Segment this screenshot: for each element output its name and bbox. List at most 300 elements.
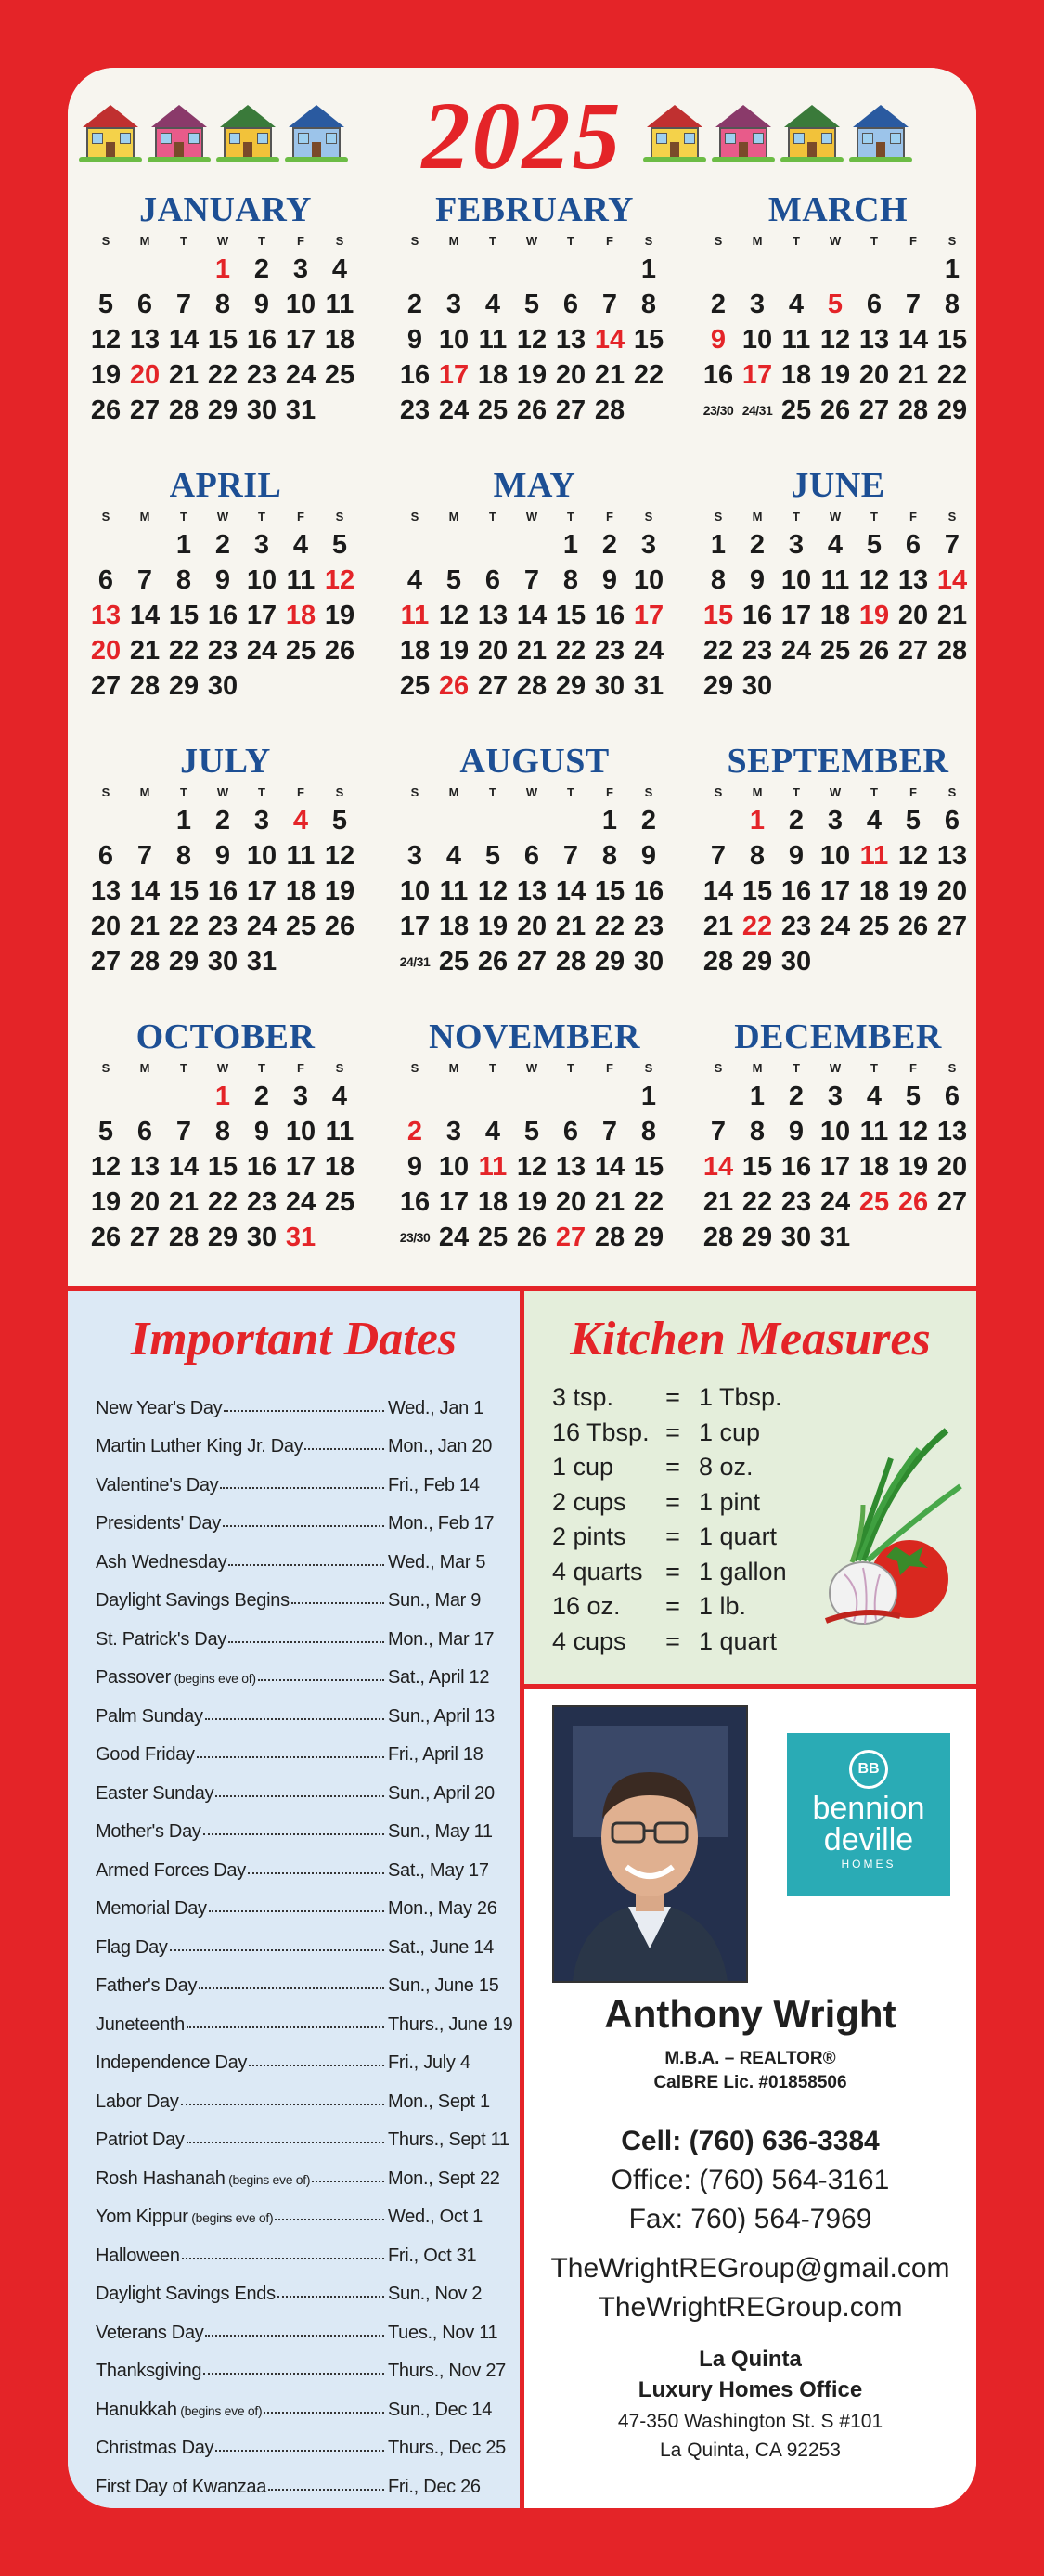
calendar-day: 8: [562, 565, 579, 595]
calendar-day: 23: [246, 1187, 277, 1217]
important-date-row: [96, 1728, 504, 1767]
weekday-letter: M: [752, 785, 763, 799]
calendar-day: 13: [129, 325, 161, 355]
calendar-day: 3: [292, 1081, 309, 1111]
calendar-day: 14: [168, 1152, 200, 1182]
calendar-day: 25: [438, 947, 470, 977]
leader-dots: [215, 2450, 384, 2452]
holiday-date: Mon., Mar 17: [388, 1628, 495, 1650]
weekday-letter: S: [410, 1061, 419, 1075]
measure-row: [552, 1555, 810, 1590]
calendar-day: 19: [477, 912, 509, 941]
calendar-day: 6: [944, 1081, 960, 1111]
calendar-day: 28: [168, 395, 200, 425]
house-icon: [643, 105, 706, 162]
calendar-day: 4: [292, 530, 309, 560]
holiday-name: Good Friday: [96, 1744, 195, 1765]
agent-website-link[interactable]: TheWrightREGroup.com: [598, 2292, 903, 2323]
calendar-day: 30: [780, 947, 812, 977]
month-november: [395, 1016, 674, 1255]
calendar-day: 29: [936, 395, 968, 425]
kitchen-measures-table: [552, 1380, 810, 1659]
calendar-day: 8: [214, 1117, 231, 1146]
important-date-row: [96, 1882, 504, 1921]
calendar-day: 10: [246, 565, 277, 595]
calendar-day: 1: [175, 806, 192, 835]
calendar-day: 27: [477, 671, 509, 701]
important-date-row: [96, 2459, 504, 2498]
measure-cell: 1 quart: [699, 1626, 778, 1655]
calendar-day: 3: [749, 290, 766, 319]
weekday-letter: S: [644, 785, 653, 799]
calendar-day: 12: [477, 876, 509, 906]
weekday-letter: T: [180, 1061, 187, 1075]
weekday-letter: S: [335, 1061, 344, 1075]
calendar-day: 23: [207, 912, 238, 941]
measure-cell: 8 oz.: [699, 1453, 754, 1481]
month-october: [86, 1016, 365, 1255]
important-date-row: [96, 2382, 504, 2421]
calendar-day: 12: [324, 841, 355, 871]
calendar-day: 20: [936, 876, 968, 906]
calendar-day: 23/30: [702, 403, 734, 418]
measure-cell: =: [665, 1626, 680, 1655]
agent-title: M.B.A. – REALTOR®: [664, 2049, 836, 2068]
weekday-letter: T: [567, 785, 574, 799]
calendar-day: 22: [633, 360, 664, 390]
weekday-letter: S: [410, 785, 419, 799]
calendar-day: 10: [285, 290, 316, 319]
calendar-day: 19: [516, 1187, 548, 1217]
holiday-date: Sat., June 14: [388, 1936, 494, 1958]
weekday-letter: T: [567, 1061, 574, 1075]
holiday-name: Martin Luther King Jr. Day: [96, 1436, 303, 1456]
calendar-day: 3: [827, 806, 844, 835]
calendar-blank: [125, 1079, 164, 1114]
houses-illustration-right: [643, 105, 912, 170]
calendar-day: 19: [90, 360, 122, 390]
calendar-day: 2: [788, 806, 805, 835]
calendar-day: 12: [90, 325, 122, 355]
measure-row: [552, 1625, 810, 1660]
holiday-name: Juneteenth: [96, 2013, 185, 2035]
calendar-day: 24/31: [399, 954, 431, 969]
month-january: [86, 188, 365, 428]
measure-cell: 1 cup: [552, 1453, 614, 1481]
days-grid: [395, 803, 674, 979]
calendar-day: 20: [90, 912, 122, 941]
calendar-day: 3: [253, 806, 270, 835]
calendar-day: 17: [399, 912, 431, 941]
agent-office-name: [524, 2344, 976, 2405]
calendar-day: 7: [905, 290, 922, 319]
calendar-day: 26: [477, 947, 509, 977]
leader-dots: [215, 1795, 384, 1797]
calendar-day: 12: [819, 325, 851, 355]
calendar-day: 7: [944, 530, 960, 560]
weekday-letter: S: [410, 234, 419, 248]
calendar-day: 16: [399, 360, 431, 390]
important-date-row: [96, 1612, 504, 1650]
weekday-letter: M: [448, 510, 459, 524]
calendar-day: 14: [936, 565, 968, 595]
agent-photo: [552, 1705, 748, 1983]
calendar-day: 4: [866, 806, 883, 835]
weekday-header: [699, 1058, 976, 1079]
weekday-letter: W: [829, 1061, 842, 1075]
calendar-blank: [434, 1079, 473, 1114]
weekday-header: [395, 783, 674, 803]
leader-dots: [205, 1718, 384, 1720]
leader-dots: [209, 1910, 384, 1912]
holiday-name: Valentine's Day: [96, 1474, 219, 1495]
calendar-day: 5: [523, 290, 540, 319]
calendar-day: 27: [555, 395, 586, 425]
calendar-day: 18: [285, 876, 316, 906]
calendar-day: 22: [168, 636, 200, 666]
calendar-day: 7: [523, 565, 540, 595]
measure-cell: =: [665, 1557, 680, 1586]
calendar-day: 28: [702, 947, 734, 977]
month-name: JANUARY: [139, 190, 312, 229]
calendar-day: 24: [819, 912, 851, 941]
calendar-day: 23: [780, 912, 812, 941]
calendar-day: 17: [246, 601, 277, 630]
weekday-letter: F: [606, 785, 613, 799]
calendar-day: 26: [90, 1223, 122, 1252]
calendar-blank: [855, 252, 894, 287]
calendar-day: 19: [324, 601, 355, 630]
calendar-day: 12: [324, 565, 355, 595]
calendar-day: 22: [702, 636, 734, 666]
calendar-day: 19: [438, 636, 470, 666]
calendar-day: 28: [936, 636, 968, 666]
weekday-letter: W: [829, 234, 842, 248]
important-date-row: [96, 1380, 504, 1419]
holiday-name: First Day of Kwanzaa: [96, 2476, 267, 2497]
days-grid: [86, 527, 365, 704]
holiday-name: Yom Kippur (begins eve of): [96, 2207, 274, 2227]
calendar-day: 31: [285, 395, 316, 425]
weekday-letter: S: [714, 510, 723, 524]
month-name: APRIL: [169, 466, 282, 505]
holiday-name: Palm Sunday: [96, 1705, 203, 1727]
leader-dots: [170, 1949, 384, 1951]
calendar-day: 17: [633, 601, 664, 630]
days-grid: [699, 527, 976, 704]
calendar-day: 26: [897, 1187, 929, 1217]
leader-dots: [264, 2412, 384, 2414]
calendar-day: 5: [905, 1081, 922, 1111]
address-line-1: 47-350 Washington St. S #101: [617, 2411, 883, 2432]
holiday-note: (begins eve of): [225, 2171, 311, 2187]
calendar-day: 5: [905, 806, 922, 835]
holiday-note: (begins eve of): [176, 2402, 263, 2418]
holiday-date: Fri., Dec 26: [388, 2476, 481, 2497]
calendar-blank: [164, 1079, 203, 1114]
calendar-day: 15: [594, 876, 625, 906]
calendar-day: 26: [324, 912, 355, 941]
holiday-name: Veterans Day: [96, 2322, 204, 2343]
calendar-day: 24: [246, 912, 277, 941]
month-december: [699, 1016, 976, 1255]
important-date-row: [96, 1534, 504, 1573]
calendar-day: 29: [633, 1223, 664, 1252]
important-date-row: [96, 1496, 504, 1535]
calendar-day: 8: [749, 1117, 766, 1146]
measure-row: [552, 1450, 810, 1485]
calendar-year: 2025: [421, 83, 623, 189]
calendar-day: 23: [399, 395, 431, 425]
calendar-day: 24: [819, 1187, 851, 1217]
weekday-letter: F: [606, 510, 613, 524]
calendar-day: 8: [749, 841, 766, 871]
calendar-day: 28: [594, 1223, 625, 1252]
weekday-letter: F: [909, 234, 917, 248]
calendar-day: 5: [866, 530, 883, 560]
important-date-row: [96, 1805, 504, 1844]
holiday-date: Mon., Feb 17: [388, 1513, 495, 1534]
leader-dots: [203, 1833, 384, 1835]
holiday-name: Presidents' Day: [96, 1513, 221, 1534]
calendar-blank: [894, 252, 933, 287]
measure-cell: 4 cups: [552, 1626, 626, 1655]
agent-address: [524, 2407, 976, 2465]
holiday-name: Hanukkah (begins eve of): [96, 2399, 263, 2420]
calendar-day: 26: [858, 636, 890, 666]
calendar-day: 20: [555, 1187, 586, 1217]
calendar-day: 22: [207, 1187, 238, 1217]
calendar-day: 25: [819, 636, 851, 666]
calendar-day: 27: [936, 912, 968, 941]
calendar-blank: [512, 252, 551, 287]
company-logo: [787, 1733, 950, 1896]
calendar-day: 23: [207, 636, 238, 666]
calendar-blank: [86, 803, 125, 838]
important-date-row: [96, 2305, 504, 2344]
calendar-day: 1: [175, 530, 192, 560]
calendar-day: 24: [438, 395, 470, 425]
calendar-section: [68, 68, 976, 1286]
agent-cell-phone[interactable]: Cell: (760) 636-3384: [621, 2126, 880, 2156]
calendar-day: 29: [168, 947, 200, 977]
calendar-day: 28: [594, 395, 625, 425]
calendar-day: 18: [438, 912, 470, 941]
calendar-day: 1: [214, 254, 231, 284]
weekday-letter: T: [870, 785, 878, 799]
weekday-letter: T: [258, 234, 265, 248]
calendar-day: 4: [866, 1081, 883, 1111]
important-date-row: [96, 1920, 504, 1959]
weekday-letter: F: [606, 1061, 613, 1075]
calendar-day: 21: [936, 601, 968, 630]
days-grid: [86, 1079, 365, 1255]
calendar-day: 19: [819, 360, 851, 390]
calendar-day: 20: [129, 1187, 161, 1217]
holiday-date: Sun., Mar 9: [388, 1590, 482, 1611]
leader-dots: [187, 2026, 384, 2028]
holiday-date: Mon., Jan 20: [388, 1436, 493, 1456]
calendar-day: 1: [214, 1081, 231, 1111]
calendar-day: 4: [331, 1081, 348, 1111]
calendar-day: 1: [944, 254, 960, 284]
calendar-day: 31: [285, 1223, 316, 1252]
leader-dots: [248, 1872, 384, 1874]
agent-office-phone[interactable]: Office: (760) 564-3161: [611, 2165, 890, 2195]
calendar-day: 16: [741, 601, 773, 630]
leader-dots: [205, 2335, 384, 2337]
calendar-day: 11: [286, 841, 316, 871]
kitchen-measures-title: Kitchen Measures: [570, 1313, 931, 1366]
important-date-row: [96, 2344, 504, 2383]
calendar-day: 26: [516, 1223, 548, 1252]
calendar-day: 21: [129, 912, 161, 941]
important-dates-title: Important Dates: [130, 1313, 458, 1366]
agent-email-link[interactable]: TheWrightREGroup@gmail.com: [550, 2253, 950, 2284]
calendar-day: 29: [207, 1223, 238, 1252]
calendar-day: 4: [484, 1117, 501, 1146]
holiday-name: Memorial Day: [96, 1898, 207, 1919]
leader-dots: [197, 1756, 384, 1758]
calendar-blank: [590, 1079, 629, 1114]
calendar-day: 14: [594, 1152, 625, 1182]
measure-cell: =: [665, 1522, 680, 1550]
month-may: [395, 464, 674, 704]
weekday-letter: S: [644, 510, 653, 524]
calendar-day: 7: [562, 841, 579, 871]
month-name: AUGUST: [459, 742, 610, 781]
weekday-letter: W: [525, 234, 538, 248]
calendar-day: 29: [741, 947, 773, 977]
calendar-blank: [512, 1079, 551, 1114]
calendar-day: 30: [633, 947, 664, 977]
agent-web: [524, 2249, 976, 2327]
holiday-date: Wed., Jan 1: [388, 1397, 484, 1418]
office-city: La Quinta: [699, 2347, 802, 2372]
holiday-date: Wed., Oct 1: [388, 2207, 483, 2227]
calendar-day: 8: [640, 1117, 657, 1146]
calendar-day: 27: [516, 947, 548, 977]
calendar-day: 4: [445, 841, 462, 871]
calendar-day: 10: [438, 1152, 470, 1182]
weekday-letter: S: [947, 1061, 957, 1075]
calendar-day: 21: [594, 1187, 625, 1217]
weekday-header: [699, 231, 976, 252]
leader-dots: [291, 1602, 384, 1604]
leader-dots: [277, 2296, 384, 2298]
calendar-day: 20: [555, 360, 586, 390]
weekday-letter: F: [909, 785, 917, 799]
important-date-row: [96, 2228, 504, 2267]
agent-panel: [524, 1689, 976, 2508]
calendar-day: 19: [897, 1152, 929, 1182]
measure-cell: 1 pint: [699, 1487, 761, 1516]
weekday-letter: S: [101, 510, 110, 524]
weekday-letter: S: [644, 1061, 653, 1075]
calendar-day: 14: [168, 325, 200, 355]
calendar-day: 6: [97, 841, 114, 871]
days-grid: [395, 252, 674, 428]
calendar-day: 2: [788, 1081, 805, 1111]
calendar-day: 16: [594, 601, 625, 630]
measure-row: [552, 1589, 810, 1625]
weekday-letter: S: [947, 510, 957, 524]
calendar-day: 10: [399, 876, 431, 906]
weekday-letter: M: [139, 1061, 150, 1075]
calendar-day: 3: [445, 290, 462, 319]
important-date-row: [96, 1959, 504, 1998]
calendar-day: 11: [286, 565, 316, 595]
calendar-day: 15: [936, 325, 968, 355]
calendar-day: 3: [292, 254, 309, 284]
month-name: JUNE: [791, 466, 885, 505]
month-name: SEPTEMBER: [727, 742, 949, 781]
weekday-letter: T: [567, 234, 574, 248]
calendar-day: 21: [897, 360, 929, 390]
calendar-blank: [434, 527, 473, 563]
days-grid: [395, 1079, 674, 1255]
important-date-row: [96, 2151, 504, 2190]
calendar-day: 9: [253, 1117, 270, 1146]
calendar-day: 13: [555, 1152, 586, 1182]
calendar-day: 4: [406, 565, 423, 595]
calendar-day: 23: [780, 1187, 812, 1217]
calendar-blank: [125, 803, 164, 838]
calendar-day: 17: [741, 360, 773, 390]
calendar-day: 29: [702, 671, 734, 701]
month-name: NOVEMBER: [429, 1017, 640, 1056]
calendar-blank: [164, 252, 203, 287]
calendar-day: 25: [324, 1187, 355, 1217]
month-april: [86, 464, 365, 704]
calendar-day: 17: [285, 1152, 316, 1182]
calendar-day: 26: [438, 671, 470, 701]
calendar-day: 24: [780, 636, 812, 666]
house-icon: [712, 105, 775, 162]
calendar-blank: [395, 803, 434, 838]
calendar-day: 6: [562, 290, 579, 319]
calendar-day: 13: [90, 601, 122, 630]
weekday-letter: W: [216, 510, 229, 524]
agent-credentials: [524, 2047, 976, 2095]
holiday-date: Fri., Feb 14: [388, 1474, 480, 1495]
calendar-day: 1: [640, 1081, 657, 1111]
calendar-day: 22: [741, 1187, 773, 1217]
important-date-row: [96, 2421, 504, 2460]
calendar-day: 15: [168, 876, 200, 906]
calendar-day: 24: [633, 636, 664, 666]
calendar-blank: [551, 803, 590, 838]
weekday-letter: S: [714, 1061, 723, 1075]
month-july: [86, 740, 365, 979]
important-date-row: [96, 2074, 504, 2113]
days-grid: [699, 252, 976, 428]
weekday-letter: S: [644, 234, 653, 248]
measure-cell: 1 Tbsp.: [699, 1383, 782, 1411]
holiday-name: New Year's Day: [96, 1397, 223, 1418]
month-name: JULY: [180, 742, 271, 781]
calendar-day: 14: [702, 1152, 734, 1182]
calendar-day: 15: [741, 876, 773, 906]
calendar-day: 24: [246, 636, 277, 666]
calendar-day: 12: [897, 1117, 929, 1146]
calendar-day: 17: [285, 325, 316, 355]
calendar-day: 15: [207, 325, 238, 355]
calendar-day: 25: [285, 636, 316, 666]
holiday-date: Sat., April 12: [388, 1667, 490, 1688]
calendar-day: 16: [246, 1152, 277, 1182]
calendar-day: 18: [285, 601, 316, 630]
